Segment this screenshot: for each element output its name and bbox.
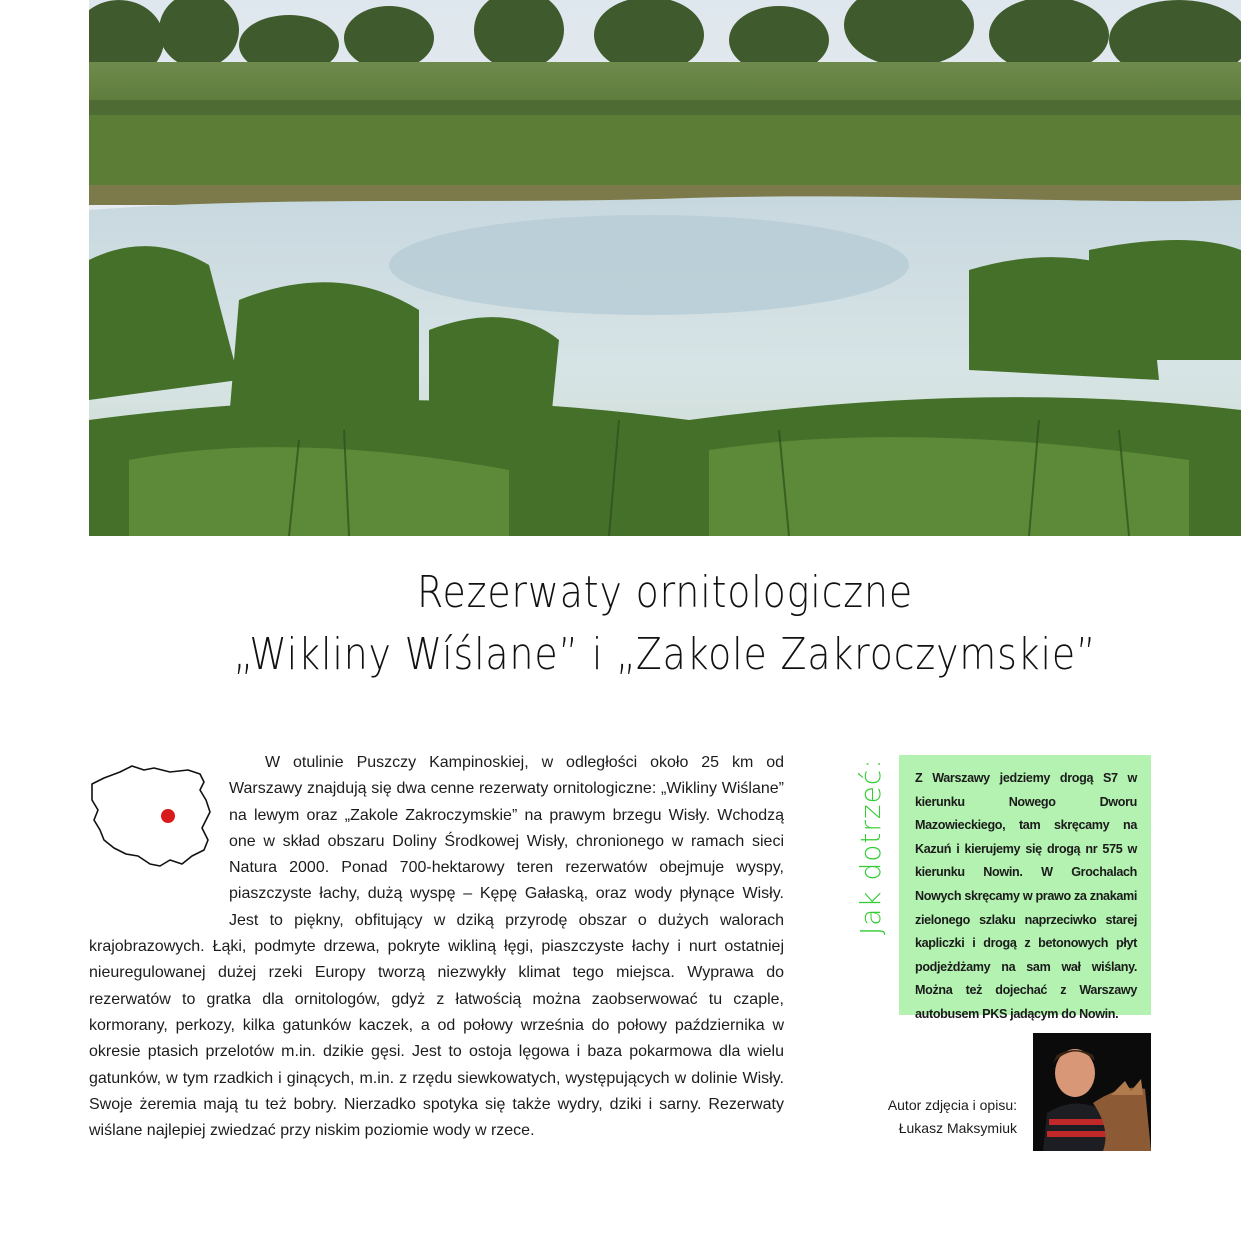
title-line-2: „Wikliny Wíślane” i „Zakole Zakroczymskie” bbox=[233, 629, 1097, 680]
credit-author: Łukasz Maksymiuk bbox=[898, 1120, 1017, 1136]
directions-text: Z Warszawy jedziemy drogą S7 w kierunku Nowego Dworu Mazowieckiego, tam skręcamy na Kazuń i kierujemy się drogą nr 575 w kierunku Nowin. W Grochalach Nowych skręcamy w prawo za znakami zielonego szlaku naprzeciwko starej kapliczki i drogą z betonowych płyt podjeżdżamy na sam wał wiślany. Można też dojechać z Warszawy autobusem PKS jadącym do Nowin. bbox=[915, 771, 1137, 1021]
article-body bbox=[89, 750, 784, 1144]
header-photo bbox=[89, 0, 1241, 536]
directions-box bbox=[899, 755, 1151, 1021]
directions-heading-text: Jak dotrzeć: bbox=[854, 760, 887, 935]
author-portrait bbox=[1033, 1033, 1151, 1151]
title-line-1: Rezerwaty ornitologiczne bbox=[417, 567, 913, 618]
article-body-text: W otulinie Puszczy Kampinoskiej, w odległości około 25 km od Warszawy znajdują się dwa cenne rezerwaty ornitologiczne: „Wikliny Wiślane” na lewym oraz „Zakole Zakroczymskie” na prawym brzegu Wisły. Wchodzą one w skład obszaru Doliny Środkowej Wisły, chronionego w ramach sieci Natura 2000. Ponad 700-hektarowy teren rezerwatów obejmuje wyspy, piaszczyste łachy, dużą wyspę – Kępę Gałaską, oraz wody płynące Wisły. Jest to piękny, obfitujący w dziką przyrodę obszar o dużych walorach krajobrazowych. Łąki, podmyte drzewa, pokryte wikliną łęgi, piaszczyste łachy i nurt ostatniej nieuregulowanej dużej rzeki Europy tworzą niezwykły klimat tego miejsca. Wyprawa do rezerwatów to gratka dla ornitologów, gdyż z łatwością można zaobserwować tu czaple, kormorany, perkozy, kilka gatunków kaczek, a od połowy września do połowy października w okresie ptasich przelotów m.in. dzikie gęsi. Jest to ostoja lęgowa i baza pokarmowa dla wielu gatunków, w tym rzadkich i ginących, m.in. z rzędu siewkowatych, występujących w dolinie Wisły. Swoje żeremia mają tu też bobry. Nierzadko spotyka się także wydry, dziki i sarny. Rezerwaty wiślane najlepiej zwiedzać przy niskim poziomie wody w rzece. bbox=[89, 754, 784, 1140]
directions-heading bbox=[842, 760, 894, 940]
map-spacer bbox=[89, 750, 229, 910]
credit-label: Autor zdjęcia i opisu: bbox=[887, 1097, 1017, 1113]
article-title bbox=[170, 562, 1161, 686]
photo-credit bbox=[860, 1094, 1017, 1140]
